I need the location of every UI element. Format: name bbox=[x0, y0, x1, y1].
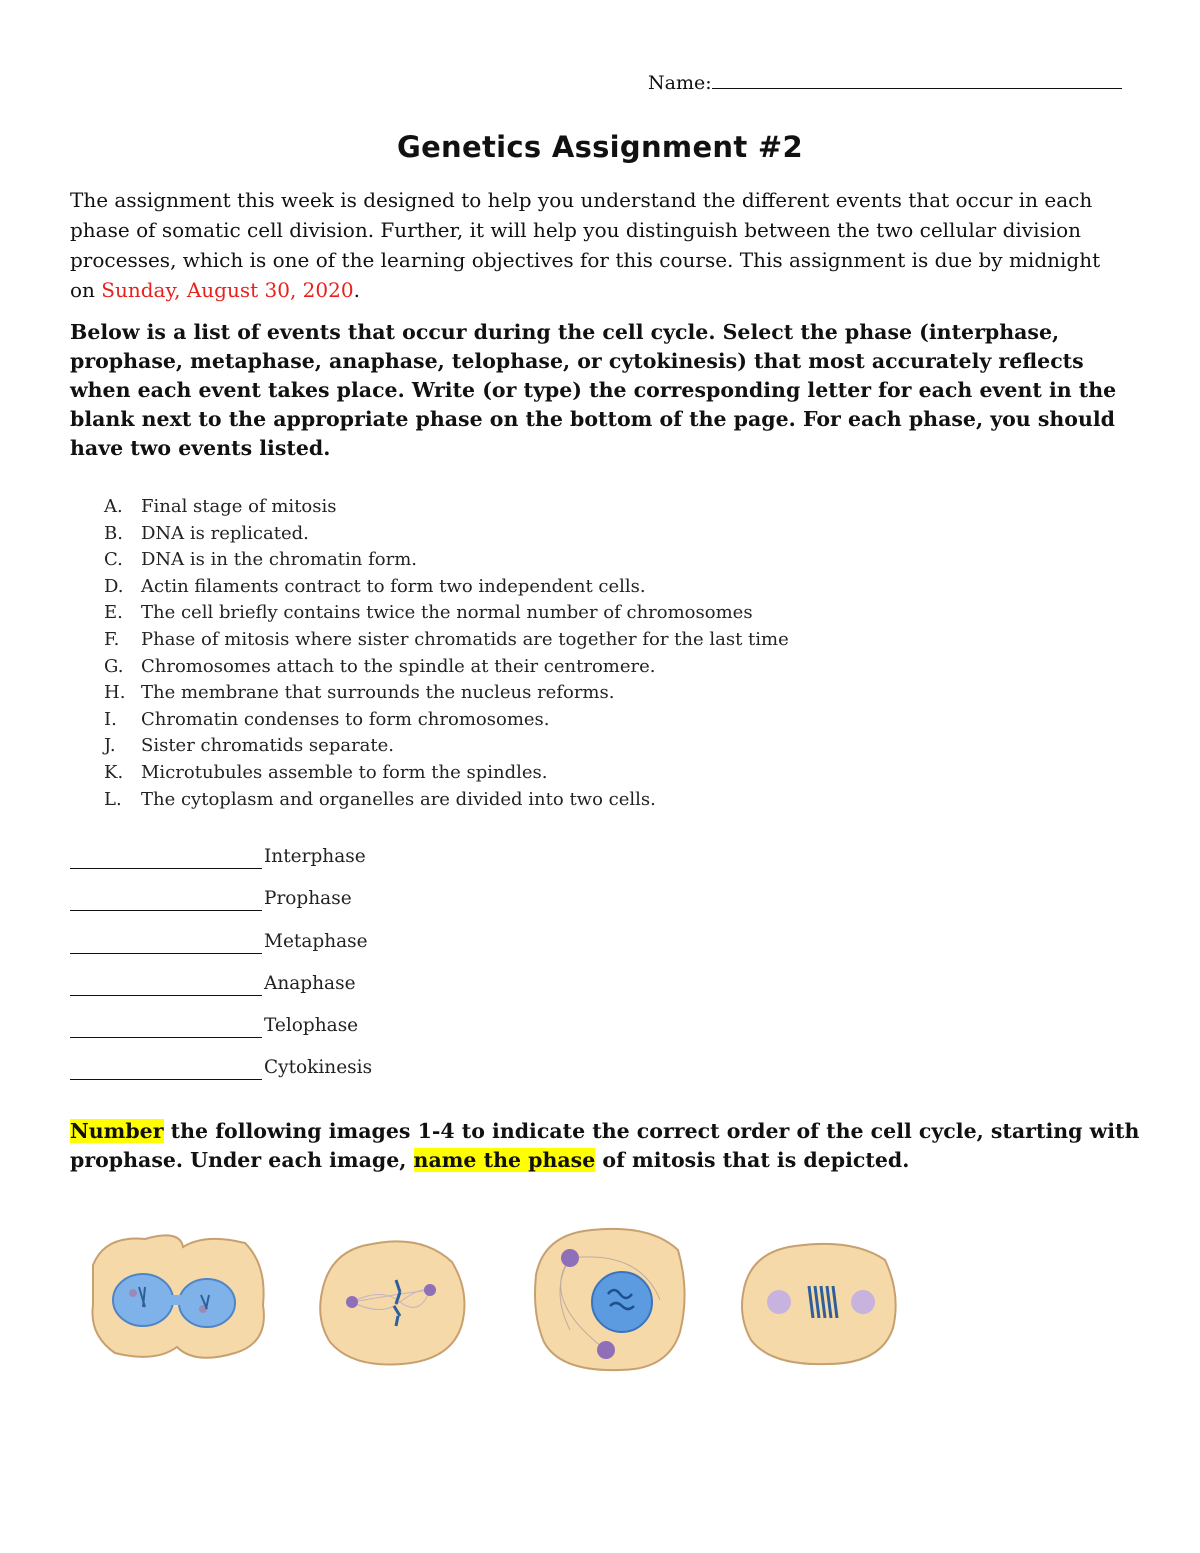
event-letter: L. bbox=[104, 788, 122, 810]
event-letter: D. bbox=[104, 575, 124, 597]
event-text: Actin filaments contract to form two independent cells. bbox=[141, 575, 646, 597]
event-text: DNA is in the chromatin form. bbox=[141, 549, 418, 571]
intro-end: . bbox=[353, 278, 360, 302]
intro-text: The assignment this week is designed to help you understand the different events that occur in each phase of somatic cell division. Further, it will help you distinguish between the two cellular division processes, which is one of the learning objectives for this course. This assignment is due by midnight on bbox=[70, 188, 1101, 302]
phase-row bbox=[70, 888, 372, 930]
phase-label: Anaphase bbox=[264, 972, 356, 994]
event-letter: A. bbox=[104, 496, 123, 517]
phase-row bbox=[70, 931, 372, 973]
phase-row bbox=[70, 846, 372, 888]
event-item bbox=[104, 627, 789, 654]
event-text: Sister chromatids separate. bbox=[141, 735, 395, 757]
intro-paragraph bbox=[70, 185, 1130, 305]
events-list bbox=[104, 494, 789, 813]
name-label: Name: bbox=[648, 72, 712, 94]
phase-row bbox=[70, 1015, 372, 1057]
phase-answer-blank[interactable] bbox=[70, 931, 262, 954]
phase-label: Interphase bbox=[264, 846, 366, 867]
event-letter: G. bbox=[104, 655, 124, 677]
event-letter: K. bbox=[104, 761, 124, 783]
highlight-number: Number bbox=[70, 1119, 164, 1143]
event-item bbox=[104, 680, 789, 707]
due-date: Sunday, August 30, 2020 bbox=[101, 278, 354, 302]
ordering-question bbox=[70, 1117, 1150, 1175]
anaphase-cell-icon bbox=[735, 1232, 905, 1372]
metaphase-cell-icon bbox=[312, 1232, 472, 1372]
question2-mid: the following images 1-4 to indicate the correct order of the cell cycle, starting with prophase. Under each image, bbox=[70, 1119, 1140, 1172]
phase-label: Telophase bbox=[264, 1015, 359, 1037]
name-blank[interactable] bbox=[712, 70, 1122, 89]
telophase-cell-icon bbox=[85, 1225, 270, 1370]
instructions: Below is a list of events that occur during the cell cycle. Select the phase (interphase, prophase, metaphase, anaphase, telophase, or cytokinesis) that most accurately reflects when each event takes place. Write (or type) the corresponding letter for each event in the blank next to the appropriate phase on the bottom of the page. For each phase, you should have two events listed. bbox=[70, 320, 1117, 460]
event-letter: C. bbox=[104, 549, 123, 571]
page-title: Genetics Assignment #2 bbox=[396, 130, 803, 164]
event-text: Microtubules assemble to form the spindles. bbox=[141, 761, 548, 783]
phase-answer-list bbox=[70, 846, 372, 1100]
event-item bbox=[104, 760, 789, 787]
event-text: Phase of mitosis where sister chromatids are together for the last time bbox=[141, 628, 789, 650]
phase-label: Metaphase bbox=[264, 930, 368, 952]
event-item bbox=[104, 707, 789, 734]
phase-answer-blank[interactable] bbox=[70, 1057, 262, 1080]
phase-answer-blank[interactable] bbox=[70, 888, 262, 911]
event-item bbox=[104, 600, 789, 627]
event-letter: H. bbox=[104, 682, 126, 704]
event-item bbox=[104, 654, 789, 681]
event-item bbox=[104, 547, 789, 574]
question2-end: of mitosis that is depicted. bbox=[595, 1148, 910, 1172]
event-text: Final stage of mitosis bbox=[141, 496, 337, 517]
event-item bbox=[104, 574, 789, 601]
event-text: DNA is replicated. bbox=[141, 522, 309, 544]
phase-answer-blank[interactable] bbox=[70, 973, 262, 996]
event-text: The cytoplasm and organelles are divided into two cells. bbox=[141, 788, 656, 810]
event-letter: E. bbox=[104, 602, 123, 624]
event-letter: I. bbox=[104, 708, 117, 730]
event-text: Chromatin condenses to form chromosomes. bbox=[141, 708, 550, 730]
phase-label: Prophase bbox=[264, 888, 352, 910]
highlight-name-phase: name the phase bbox=[413, 1148, 596, 1172]
event-item bbox=[104, 733, 789, 760]
phase-answer-blank[interactable] bbox=[70, 846, 262, 869]
event-text: The cell briefly contains twice the normal number of chromosomes bbox=[141, 602, 753, 624]
event-text: Chromosomes attach to the spindle at their centromere. bbox=[141, 655, 656, 677]
event-text: The membrane that surrounds the nucleus reforms. bbox=[141, 682, 615, 704]
event-letter: B. bbox=[104, 522, 123, 544]
event-letter: J. bbox=[104, 735, 116, 757]
phase-row bbox=[70, 973, 372, 1015]
event-item bbox=[104, 521, 789, 548]
phase-row bbox=[70, 1057, 372, 1099]
phase-label: Cytokinesis bbox=[264, 1057, 373, 1079]
event-item bbox=[104, 787, 789, 814]
event-item bbox=[104, 494, 789, 521]
event-letter: F. bbox=[104, 628, 120, 650]
prophase-cell-icon bbox=[530, 1220, 690, 1380]
cell-images bbox=[80, 1220, 940, 1400]
name-field bbox=[648, 70, 1122, 94]
phase-answer-blank[interactable] bbox=[70, 1015, 262, 1038]
